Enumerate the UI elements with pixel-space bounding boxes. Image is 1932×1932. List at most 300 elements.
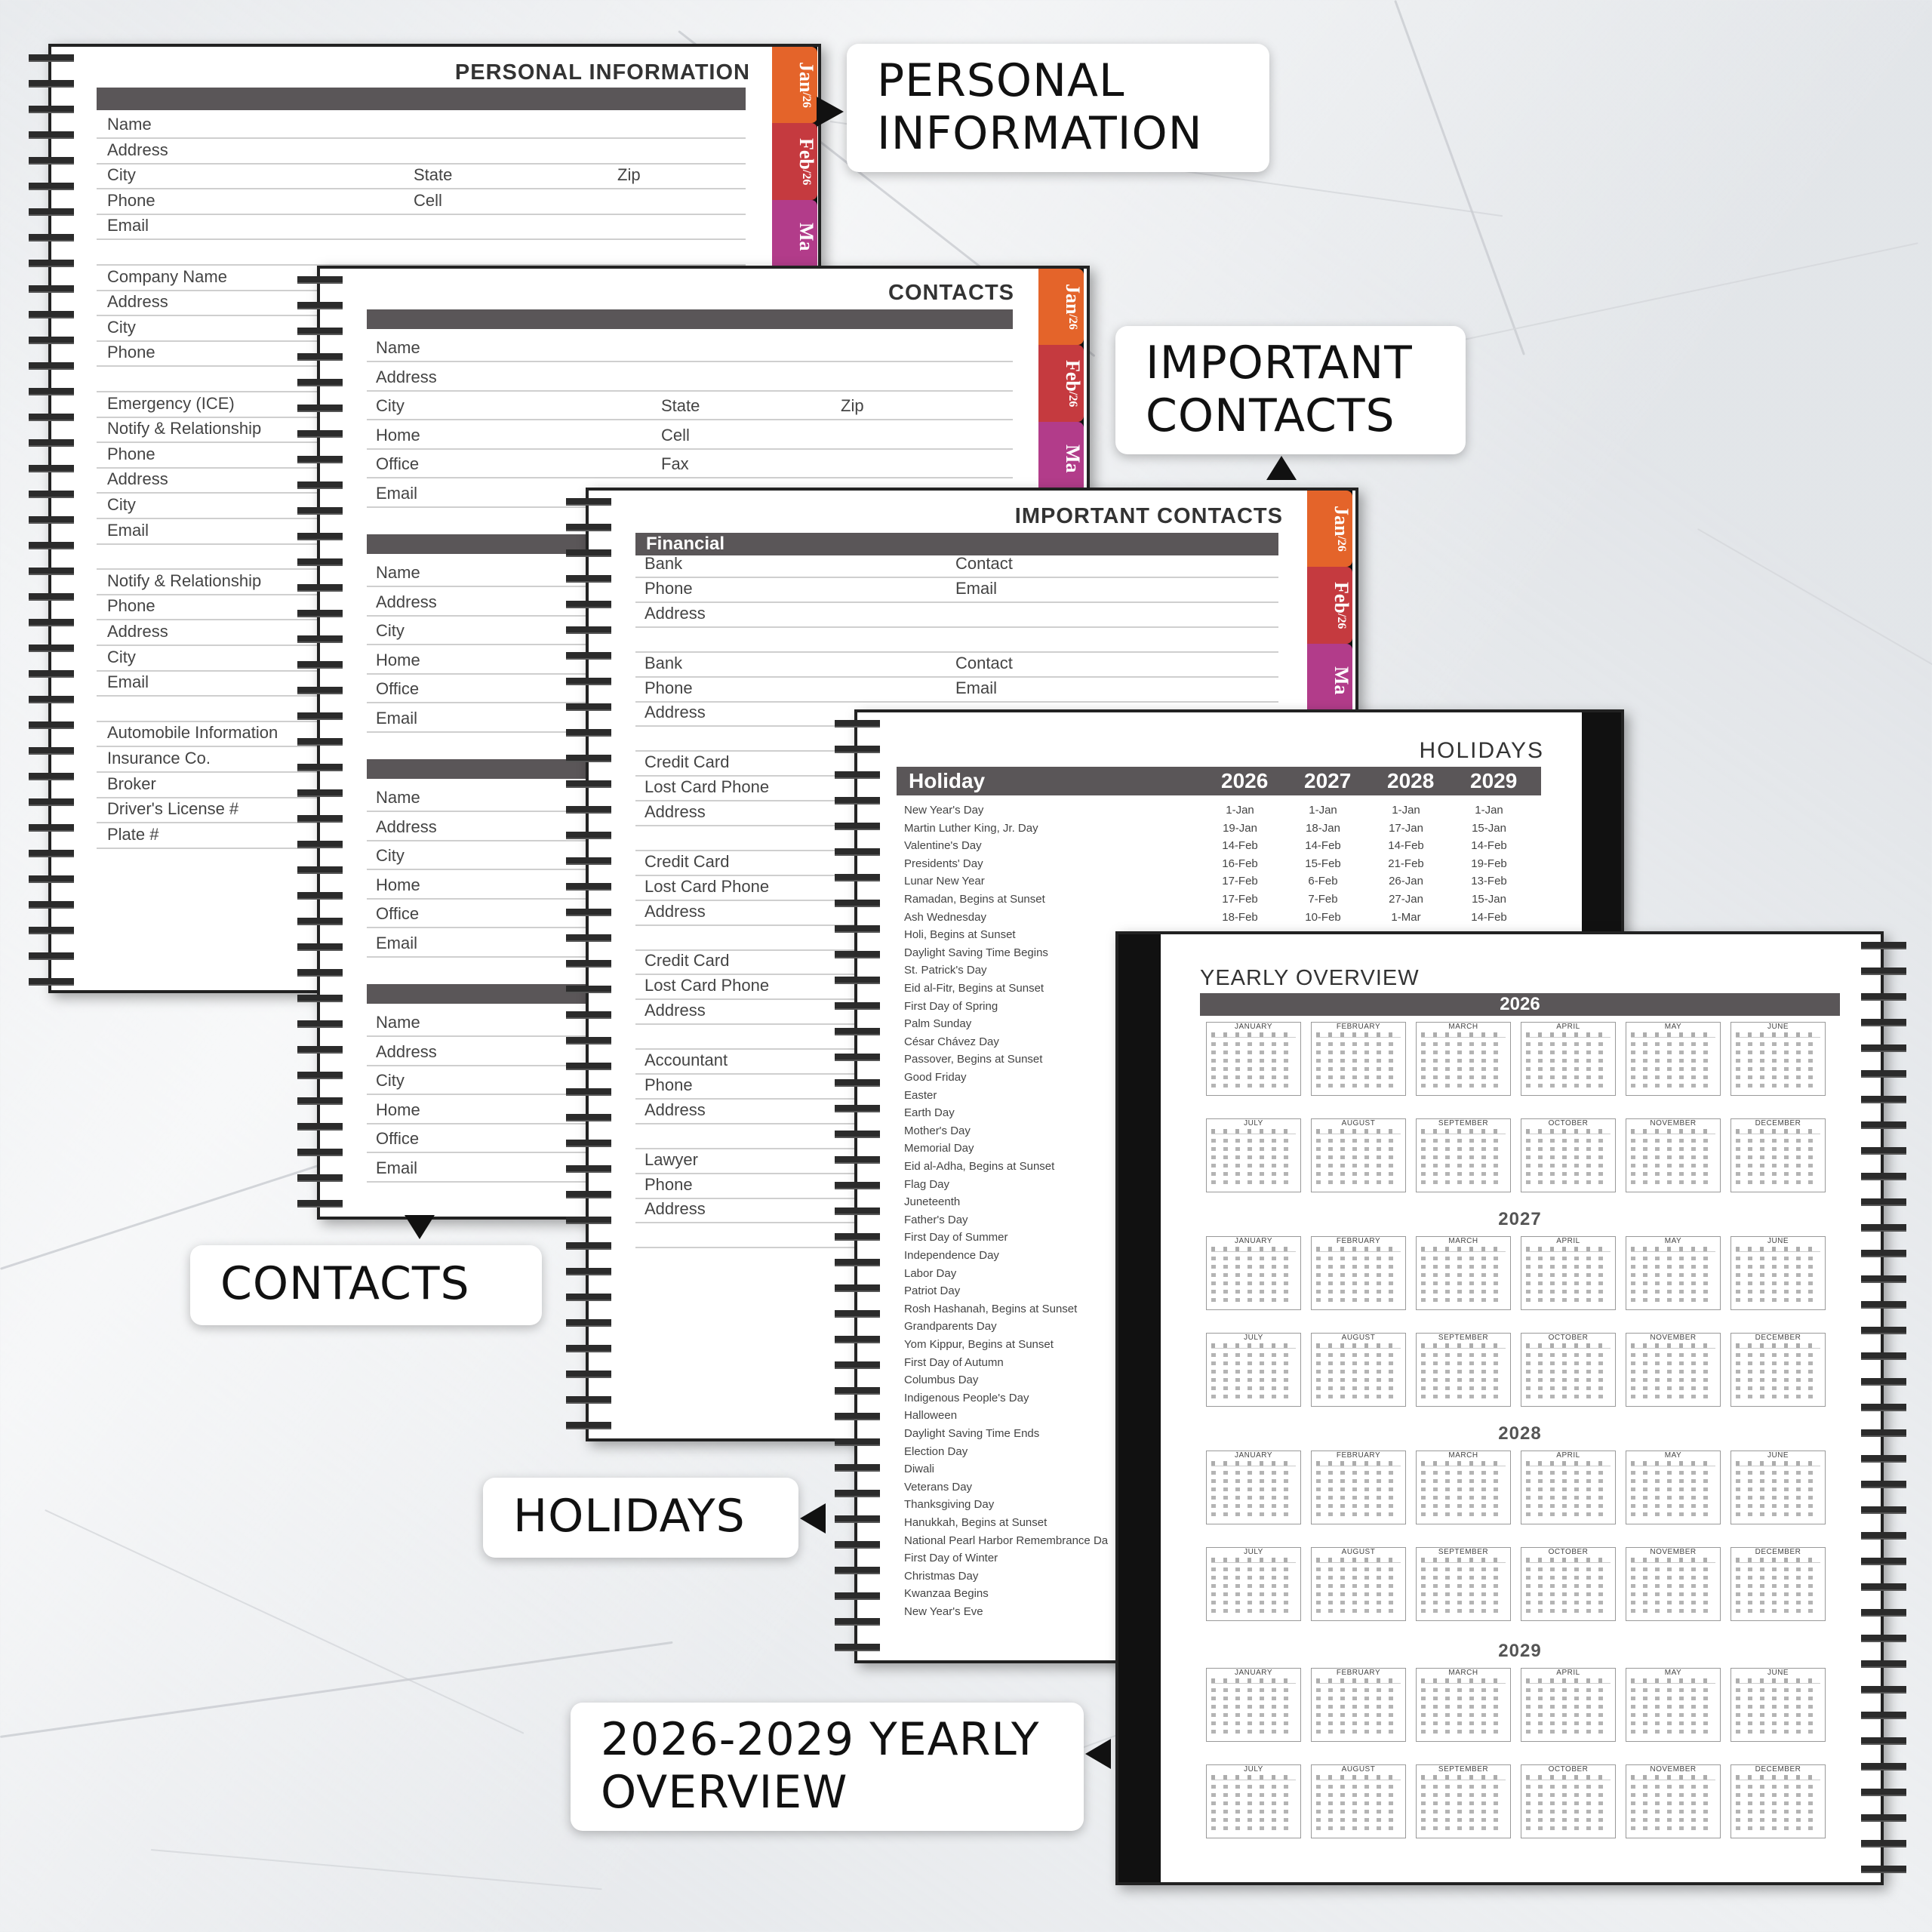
holiday-name: Valentine's Day	[904, 839, 982, 853]
month-calendar	[1311, 1547, 1406, 1621]
month-name: AUGUST	[1341, 1765, 1376, 1774]
holiday-name: Martin Luther King, Jr. Day	[904, 821, 1038, 835]
date-grid	[1736, 1139, 1820, 1187]
month-calendar	[1311, 1668, 1406, 1742]
holiday-date: 14-Feb	[1222, 839, 1258, 853]
weekday-row	[1526, 1461, 1611, 1466]
weekday-row	[1316, 1678, 1401, 1684]
form-row	[367, 648, 593, 675]
year-header-bar: 2026	[1200, 993, 1840, 1016]
weekday-row	[1421, 1678, 1506, 1684]
holiday-name: Good Friday	[904, 1071, 967, 1084]
date-grid	[1526, 1139, 1611, 1187]
form-row	[97, 137, 746, 165]
arrow-icon	[800, 1503, 826, 1534]
field-label: Email	[376, 1158, 418, 1177]
month-calendar	[1730, 1118, 1826, 1192]
spiral-binding	[297, 269, 343, 1217]
holiday-date: 1-Jan	[1475, 804, 1503, 817]
month-name: SEPTEMBER	[1438, 1334, 1489, 1342]
month-name: JANUARY	[1235, 1451, 1272, 1460]
month-name: MAY	[1664, 1237, 1682, 1245]
field-label: City	[376, 621, 405, 640]
arrow-icon	[405, 1215, 435, 1239]
month-calendar	[1206, 1764, 1301, 1838]
holiday-row	[904, 801, 1541, 820]
page-title: PERSONAL INFORMATION	[454, 60, 750, 85]
holiday-date: 1-Mar	[1391, 910, 1421, 924]
month-name: JUNE	[1767, 1237, 1789, 1245]
month-name: DECEMBER	[1755, 1334, 1801, 1342]
holiday-date: 14-Feb	[1305, 839, 1341, 853]
month-calendar	[1626, 1451, 1721, 1524]
month-name: OCTOBER	[1548, 1334, 1589, 1342]
field-label: Address	[376, 592, 437, 611]
month-tab	[1038, 269, 1084, 345]
weekday-row	[1211, 1678, 1296, 1684]
callout-important-contacts: IMPORTANT CONTACTS	[1115, 326, 1466, 454]
form-row	[367, 676, 593, 703]
holiday-name: First Day of Autumn	[904, 1355, 1004, 1369]
form-row	[367, 423, 1013, 450]
holiday-date: 19-Jan	[1223, 821, 1257, 835]
form-row	[635, 1147, 862, 1174]
form-row	[635, 899, 862, 926]
holiday-name: Christmas Day	[904, 1569, 979, 1583]
month-calendar	[1730, 1668, 1826, 1742]
month-name: NOVEMBER	[1650, 1765, 1697, 1774]
tab-month-label: Ma	[1331, 666, 1352, 695]
month-calendar	[1626, 1764, 1721, 1838]
holiday-name: Easter	[904, 1088, 937, 1102]
date-grid	[1211, 1257, 1296, 1305]
weekday-row	[1526, 1032, 1611, 1038]
field-label: Name	[107, 115, 152, 134]
date-grid	[1526, 1785, 1611, 1833]
field-label: Phone	[107, 343, 155, 362]
holiday-date: 16-Feb	[1222, 857, 1258, 870]
holiday-name: Palm Sunday	[904, 1017, 972, 1031]
holiday-date: 17-Feb	[1222, 875, 1258, 888]
month-name: APRIL	[1556, 1669, 1580, 1677]
field-label: Email	[107, 216, 149, 235]
holiday-date: 1-Jan	[1309, 804, 1337, 817]
month-name: JULY	[1244, 1334, 1263, 1342]
month-calendar	[1730, 1022, 1826, 1096]
month-calendar	[1626, 1118, 1721, 1192]
holiday-column-header: Holiday	[909, 769, 986, 792]
form-row	[367, 365, 1013, 392]
form-row	[635, 1122, 862, 1149]
holiday-name: Diwali	[904, 1463, 935, 1476]
date-grid	[1736, 1785, 1820, 1833]
form-row	[97, 188, 746, 215]
month-name: OCTOBER	[1548, 1119, 1589, 1128]
field-label: Driver's License #	[107, 799, 239, 819]
month-calendar	[1206, 1668, 1301, 1742]
field-label: Phone	[645, 1174, 693, 1194]
field-label: Office	[376, 454, 420, 473]
field-label: Home	[376, 650, 420, 669]
date-grid	[1421, 1688, 1506, 1737]
weekday-row	[1316, 1129, 1401, 1134]
holiday-date: 10-Feb	[1305, 910, 1341, 924]
holiday-name: Labor Day	[904, 1266, 957, 1280]
field-label: Credit Card	[645, 951, 730, 971]
holiday-name: Mother's Day	[904, 1124, 971, 1137]
weekday-row	[1211, 1343, 1296, 1349]
weekday-row	[1736, 1558, 1820, 1563]
holiday-name: New Year's Day	[904, 804, 984, 817]
weekday-row	[1526, 1678, 1611, 1684]
month-tab	[1307, 567, 1352, 644]
month-calendar	[1311, 1236, 1406, 1310]
month-tabs	[1038, 269, 1084, 495]
date-grid	[1316, 1785, 1401, 1833]
month-name: FEBRUARY	[1336, 1237, 1381, 1245]
holiday-date: 7-Feb	[1308, 893, 1338, 906]
date-grid	[1631, 1567, 1715, 1616]
field-label: State	[661, 396, 700, 415]
field-label: Lawyer	[645, 1149, 698, 1169]
tab-month-label: Feb	[1331, 581, 1352, 614]
date-grid	[1631, 1257, 1715, 1305]
month-name: JANUARY	[1235, 1237, 1272, 1245]
holiday-date: 17-Jan	[1389, 821, 1423, 835]
holiday-name: Yom Kippur, Begins at Sunset	[904, 1338, 1054, 1351]
month-calendar	[1311, 1022, 1406, 1096]
holiday-name: Presidents' Day	[904, 857, 983, 870]
weekday-row	[1421, 1129, 1506, 1134]
weekday-row	[1736, 1343, 1820, 1349]
month-calendar	[1730, 1236, 1826, 1310]
tab-month-label: Ma	[795, 222, 817, 251]
form-row	[635, 799, 862, 826]
field-label: Fax	[661, 454, 689, 473]
field-label: City	[376, 846, 405, 865]
weekday-row	[1526, 1247, 1611, 1252]
holiday-date: 18-Jan	[1306, 821, 1340, 835]
form-row	[367, 814, 593, 841]
spiral-binding	[1861, 934, 1906, 1882]
month-name: DECEMBER	[1755, 1119, 1801, 1128]
contact-block-bar	[367, 309, 1013, 329]
form-row	[635, 651, 1278, 678]
weekday-row	[1316, 1775, 1401, 1780]
form-row	[97, 238, 746, 266]
field-label: Credit Card	[645, 752, 730, 772]
field-label: Name	[376, 338, 420, 357]
date-grid	[1316, 1139, 1401, 1187]
field-label: Contact	[955, 653, 1013, 672]
year-label: 2027	[1498, 1209, 1542, 1229]
form-row	[635, 551, 1278, 578]
form-row	[635, 948, 862, 975]
callout-contacts: CONTACTS	[190, 1245, 542, 1325]
holiday-name: Ramadan, Begins at Sunset	[904, 893, 1045, 906]
month-name: MARCH	[1448, 1451, 1478, 1460]
field-label: Address	[645, 1199, 706, 1219]
holiday-name: César Chávez Day	[904, 1035, 999, 1048]
date-grid	[1631, 1139, 1715, 1187]
form-row	[367, 931, 593, 958]
weekday-row	[1736, 1129, 1820, 1134]
field-label: City	[107, 317, 136, 337]
month-calendar	[1730, 1764, 1826, 1838]
date-grid	[1421, 1353, 1506, 1401]
form-row	[635, 1072, 862, 1100]
weekday-row	[1631, 1678, 1715, 1684]
field-label: Lost Card Phone	[645, 777, 770, 797]
weekday-row	[1631, 1129, 1715, 1134]
field-label: Contact	[955, 554, 1013, 573]
year-column-header: 2029	[1470, 769, 1518, 792]
field-label: Emergency (ICE)	[107, 393, 235, 413]
form-row	[367, 1155, 593, 1183]
month-calendar	[1626, 1236, 1721, 1310]
field-label: Name	[376, 1013, 420, 1032]
month-name: JULY	[1244, 1548, 1263, 1556]
weekday-row	[1211, 1247, 1296, 1252]
form-row	[635, 626, 1278, 653]
form-row	[367, 560, 593, 587]
field-label: Phone	[645, 1075, 693, 1094]
date-grid	[1316, 1042, 1401, 1091]
field-label: Lost Card Phone	[645, 876, 770, 896]
field-label: Plate #	[107, 824, 159, 844]
month-name: JANUARY	[1235, 1023, 1272, 1031]
holiday-name: Hanukkah, Begins at Sunset	[904, 1516, 1048, 1529]
field-label: Credit Card	[645, 851, 730, 871]
weekday-row	[1736, 1247, 1820, 1252]
month-calendar	[1416, 1022, 1511, 1096]
tab-year-label: /26	[1335, 536, 1348, 552]
month-calendar	[1416, 1236, 1511, 1310]
field-label: City	[376, 1071, 405, 1090]
form-row	[635, 774, 862, 801]
field-label: Address	[376, 817, 437, 836]
form-row	[367, 1039, 593, 1066]
weekday-row	[1211, 1129, 1296, 1134]
holiday-name: Thanksgiving Day	[904, 1498, 995, 1512]
weekday-row	[1526, 1343, 1611, 1349]
holiday-name: Election Day	[904, 1444, 968, 1458]
date-grid	[1421, 1139, 1506, 1187]
tab-year-label: /26	[1335, 613, 1348, 629]
month-calendar	[1521, 1451, 1616, 1524]
month-calendar	[1311, 1451, 1406, 1524]
month-calendar	[1206, 1118, 1301, 1192]
month-calendar	[1521, 1022, 1616, 1096]
weekday-row	[1526, 1775, 1611, 1780]
date-grid	[1631, 1353, 1715, 1401]
field-label: Bank	[645, 554, 683, 573]
month-name: OCTOBER	[1548, 1548, 1589, 1556]
field-label: Broker	[107, 774, 156, 793]
month-calendar	[1416, 1764, 1511, 1838]
form-row	[635, 1221, 862, 1248]
holiday-name: Ash Wednesday	[904, 910, 986, 924]
arrow-icon	[817, 97, 844, 127]
tab-month-label: Feb	[795, 137, 817, 170]
form-row	[367, 843, 593, 870]
month-calendar	[1206, 1547, 1301, 1621]
field-label: Office	[376, 679, 420, 698]
field-label: Email	[107, 672, 149, 692]
holiday-name: First Day of Spring	[904, 999, 998, 1013]
weekday-row	[1316, 1343, 1401, 1349]
form-row	[635, 724, 862, 752]
form-row	[97, 112, 746, 139]
date-grid	[1211, 1567, 1296, 1616]
weekday-row	[1421, 1461, 1506, 1466]
holiday-name: Memorial Day	[904, 1142, 974, 1155]
month-calendar	[1521, 1764, 1616, 1838]
page-title: CONTACTS	[888, 281, 1014, 305]
holiday-name: Kwanzaa Begins	[904, 1587, 989, 1601]
month-name: NOVEMBER	[1650, 1548, 1697, 1556]
holiday-date: 18-Feb	[1222, 910, 1258, 924]
form-row	[635, 849, 862, 876]
month-name: SEPTEMBER	[1438, 1119, 1489, 1128]
month-calendar	[1311, 1764, 1406, 1838]
field-label: Email	[955, 578, 998, 598]
month-calendar	[1521, 1118, 1616, 1192]
holiday-name: Veterans Day	[904, 1480, 973, 1494]
tab-year-label: /26	[800, 92, 813, 108]
form-row	[367, 335, 1013, 362]
month-name: MAY	[1664, 1669, 1682, 1677]
tab-month-label: Jan	[795, 62, 817, 93]
date-grid	[1421, 1257, 1506, 1305]
field-label: Home	[376, 1100, 420, 1119]
month-name: SEPTEMBER	[1438, 1548, 1489, 1556]
month-tab	[1307, 644, 1352, 717]
form-row	[367, 1010, 593, 1037]
field-label: Home	[376, 875, 420, 894]
field-label: Email	[376, 708, 418, 728]
field-label: Cell	[661, 425, 690, 445]
month-calendar	[1521, 1668, 1616, 1742]
month-name: SEPTEMBER	[1438, 1765, 1489, 1774]
date-grid	[1316, 1688, 1401, 1737]
holiday-date: 14-Feb	[1388, 839, 1424, 853]
form-row	[635, 874, 862, 901]
month-calendar	[1626, 1547, 1721, 1621]
field-label: Lost Card Phone	[645, 976, 770, 995]
date-grid	[1421, 1471, 1506, 1519]
holiday-date: 14-Feb	[1471, 910, 1507, 924]
month-calendar	[1730, 1333, 1826, 1407]
holiday-name: Daylight Saving Time Ends	[904, 1427, 1040, 1440]
holiday-name: New Year's Eve	[904, 1605, 983, 1618]
month-name: JUNE	[1767, 1451, 1789, 1460]
field-label: Bank	[645, 653, 683, 672]
date-grid	[1736, 1567, 1820, 1616]
date-grid	[1526, 1353, 1611, 1401]
date-grid	[1736, 1353, 1820, 1401]
callout-yearly-overview: 2026-2029 YEARLY OVERVIEW	[571, 1703, 1084, 1831]
date-grid	[1736, 1257, 1820, 1305]
date-grid	[1211, 1785, 1296, 1833]
date-grid	[1421, 1785, 1506, 1833]
month-name: JULY	[1244, 1765, 1263, 1774]
year-column-header: 2026	[1221, 769, 1269, 792]
page-title: HOLIDAYS	[1419, 738, 1544, 763]
form-row	[367, 785, 593, 812]
holiday-name: Rosh Hashanah, Begins at Sunset	[904, 1302, 1078, 1315]
date-grid	[1631, 1785, 1715, 1833]
holiday-name: Flag Day	[904, 1177, 950, 1191]
month-name: AUGUST	[1341, 1548, 1376, 1556]
form-row	[635, 1048, 862, 1075]
field-label: Address	[376, 1041, 437, 1061]
date-grid	[1421, 1042, 1506, 1091]
field-label: Address	[107, 469, 168, 489]
form-row	[367, 451, 1013, 478]
tab-month-label: Jan	[1331, 506, 1352, 537]
holiday-name: Halloween	[904, 1409, 958, 1423]
year-column-header: 2027	[1304, 769, 1352, 792]
field-label: Phone	[645, 578, 693, 598]
date-grid	[1736, 1471, 1820, 1519]
month-calendar	[1730, 1451, 1826, 1524]
weekday-row	[1631, 1461, 1715, 1466]
field-label: Home	[376, 425, 420, 445]
month-calendar	[1521, 1236, 1616, 1310]
holiday-name: Passover, Begins at Sunset	[904, 1053, 1043, 1066]
weekday-row	[1631, 1775, 1715, 1780]
holiday-date: 17-Feb	[1222, 893, 1258, 906]
month-tab	[1038, 345, 1084, 422]
form-row	[635, 924, 862, 951]
form-row	[635, 824, 862, 851]
weekday-row	[1211, 1461, 1296, 1466]
month-tab	[1307, 491, 1352, 567]
holiday-name: First Day of Summer	[904, 1231, 1008, 1244]
date-grid	[1211, 1688, 1296, 1737]
date-grid	[1211, 1471, 1296, 1519]
tab-year-label: /26	[1066, 314, 1079, 330]
field-label: Address	[645, 1100, 706, 1119]
year-label: 2028	[1498, 1423, 1542, 1444]
tab-month-label: Feb	[1062, 359, 1084, 392]
month-name: FEBRUARY	[1336, 1669, 1381, 1677]
month-name: APRIL	[1556, 1237, 1580, 1245]
form-row	[635, 1196, 862, 1223]
field-label: Email	[376, 933, 418, 952]
date-grid	[1211, 1353, 1296, 1401]
month-calendar	[1626, 1668, 1721, 1742]
year-column-header: 2028	[1387, 769, 1435, 792]
field-label: Address	[645, 603, 706, 623]
weekday-row	[1211, 1558, 1296, 1563]
month-calendar	[1416, 1333, 1511, 1407]
page-title: IMPORTANT CONTACTS	[1014, 504, 1283, 528]
tab-year-label: /26	[800, 169, 813, 186]
yearly-overview-page	[1115, 931, 1884, 1885]
date-grid	[1631, 1471, 1715, 1519]
callout-holidays: HOLIDAYS	[483, 1478, 798, 1558]
month-calendar	[1206, 1022, 1301, 1096]
holiday-name: Patriot Day	[904, 1284, 961, 1298]
month-calendar	[1521, 1333, 1616, 1407]
form-row	[367, 589, 593, 617]
date-grid	[1736, 1042, 1820, 1091]
weekday-row	[1316, 1032, 1401, 1038]
field-label: Address	[376, 367, 437, 386]
month-tabs	[1307, 491, 1352, 717]
